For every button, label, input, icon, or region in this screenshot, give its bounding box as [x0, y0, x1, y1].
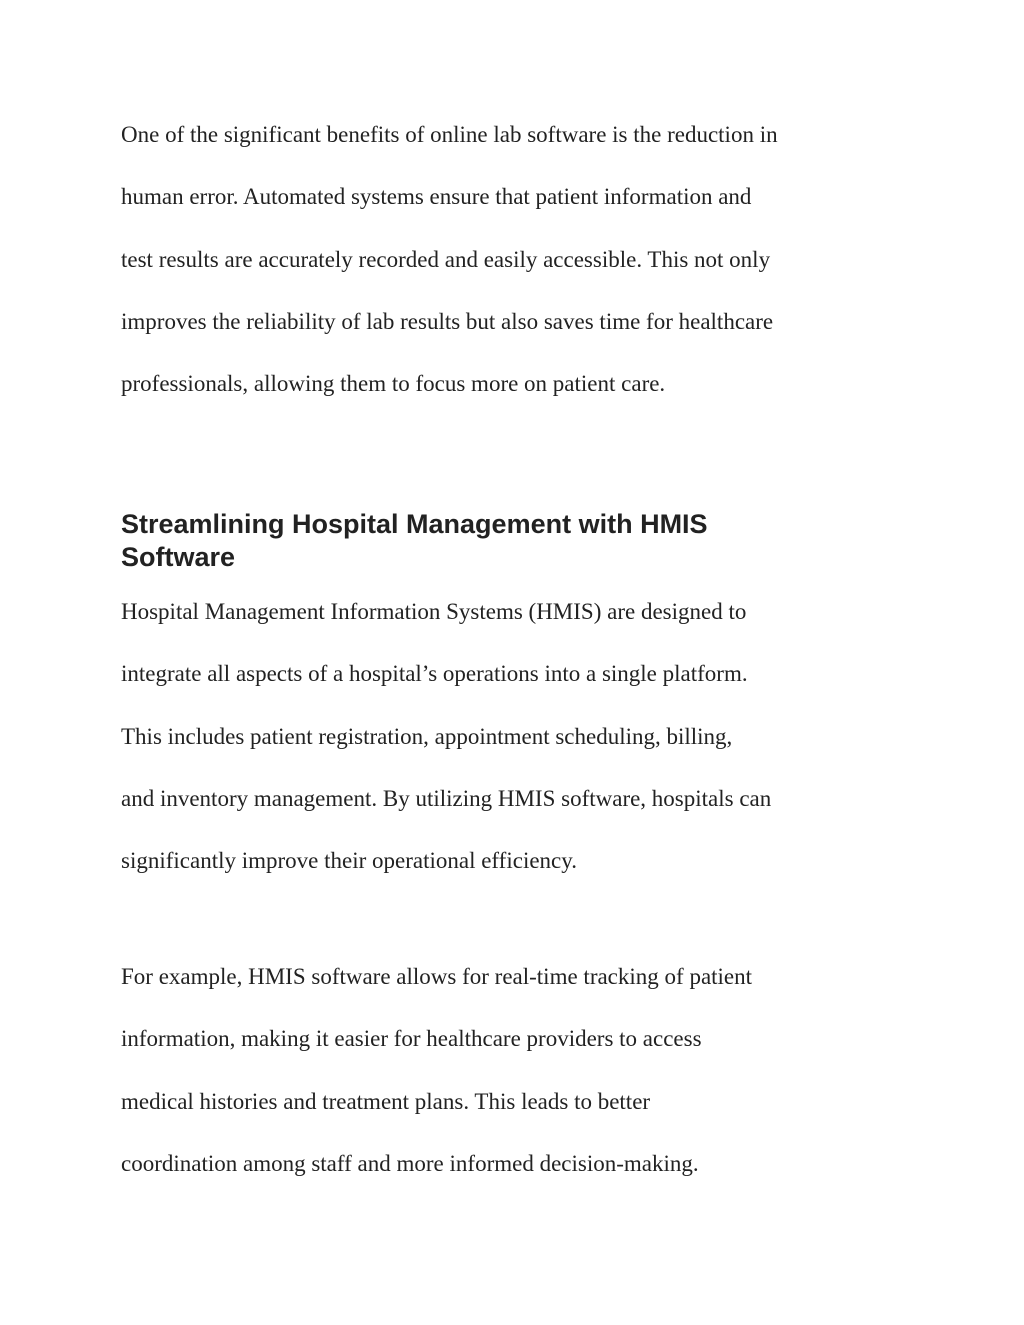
- text-line: professionals, allowing them to focus more on patient care.: [121, 371, 666, 397]
- text-line: coordination among staff and more informed decision-making.: [121, 1150, 699, 1176]
- heading-line: Streamlining Hospital Management with HMIS: [121, 509, 708, 539]
- text-line: For example, HMIS software allows for real-time tracking of patient: [121, 964, 753, 989]
- text-line: medical histories and treatment plans. This leads to better: [121, 1088, 651, 1114]
- paragraph-lab-software-benefits: [121, 104, 921, 415]
- heading-line: Software: [121, 542, 236, 572]
- paragraph-hmis-example: [121, 946, 921, 1195]
- text-line: information, making it easier for healthcare providers to access: [121, 1026, 702, 1052]
- text-line: and inventory management. By utilizing HMIS software, hospitals can: [121, 785, 772, 811]
- text-line: Hospital Management Information Systems (HMIS) are designed to: [121, 599, 747, 624]
- text-line: test results are accurately recorded and easily accessible. This not only: [121, 246, 771, 272]
- text-line: integrate all aspects of a hospital’s operations into a single platform.: [121, 661, 748, 687]
- text-line: human error. Automated systems ensure that patient information and: [121, 184, 752, 210]
- section-heading: [121, 508, 881, 574]
- text-line: This includes patient registration, appointment scheduling, billing,: [121, 723, 733, 749]
- text-line: One of the significant benefits of online lab software is the reduction in: [121, 122, 778, 147]
- text-line: significantly improve their operational efficiency.: [121, 848, 578, 874]
- text-line: improves the reliability of lab results but also saves time for healthcare: [121, 308, 774, 334]
- paragraph-hmis-overview: [121, 581, 921, 892]
